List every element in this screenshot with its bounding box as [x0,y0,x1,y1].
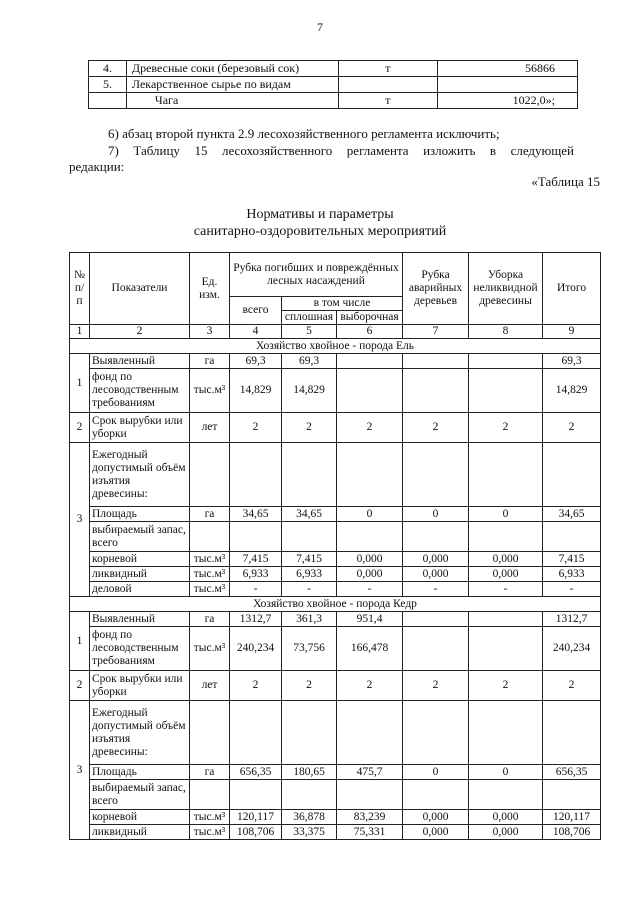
fund-row [70,369,601,413]
norms-table [69,252,601,840]
stock-type-row [70,582,601,597]
item-unit: т [338,61,438,77]
empty-cell [337,701,403,765]
value-cell: 0,000 [403,825,469,840]
empty-cell [230,780,282,810]
header-emergency: Рубка аварийных деревьев [403,253,469,325]
value-cell: 656,35 [230,765,282,780]
value-cell: 2 [543,413,601,443]
item-value: 1022,0»; [438,93,578,109]
value-cell: 33,375 [282,825,337,840]
empty-cell [403,443,469,507]
value-cell: 0 [403,765,469,780]
column-numbers [70,325,601,339]
empty-cell [282,522,337,552]
value-cell: 2 [337,671,403,701]
table-title: Нормативы и параметры [246,207,394,222]
value-cell: 0,000 [469,825,543,840]
value-cell [337,369,403,413]
empty-cell [469,701,543,765]
value-cell [403,354,469,369]
item-name: Чага [126,93,338,109]
value-cell: 2 [230,671,282,701]
value-cell: 6,933 [543,567,601,582]
value-cell: 0 [403,507,469,522]
fund-row [70,354,601,369]
term-row [70,413,601,443]
row-label: Площадь [90,765,190,780]
column-number: 6 [337,325,403,339]
value-cell: 120,117 [230,810,282,825]
value-cell: 0,000 [403,567,469,582]
empty-cell [543,780,601,810]
value-cell: 0 [337,507,403,522]
top-table [88,60,578,109]
area-row [70,765,601,780]
column-number: 1 [70,325,90,339]
row-label: выбираемый запас, всего [90,780,190,810]
value-cell: 951,4 [337,612,403,627]
intake-row [70,443,601,507]
value-cell [469,627,543,671]
value-cell: 2 [230,413,282,443]
value-cell: 7,415 [230,552,282,567]
value-cell [469,612,543,627]
value-cell: 108,706 [543,825,601,840]
header-cleanup: Уборка неликвидной древесины [469,253,543,325]
value-cell: 34,65 [543,507,601,522]
empty-cell [282,443,337,507]
empty-cell [469,780,543,810]
empty-cell [469,522,543,552]
unit-cell: га [190,354,230,369]
row-number: 1 [70,354,90,413]
header-total: Итого [543,253,601,325]
empty-cell [403,780,469,810]
value-cell: 0 [469,765,543,780]
value-cell: 6,933 [230,567,282,582]
row-label: Выявленный [90,354,190,369]
value-cell: 0,000 [469,552,543,567]
item-unit [338,77,438,93]
value-cell: 0,000 [337,567,403,582]
unit-cell: га [190,612,230,627]
header-num: № п/п [70,253,90,325]
unit-cell: тыс.м³ [190,552,230,567]
row-number: 1 [70,612,90,671]
value-cell [469,369,543,413]
unit-cell: га [190,507,230,522]
value-cell: 69,3 [282,354,337,369]
value-cell [337,354,403,369]
header-selective: выборочная [337,311,403,325]
empty-cell [403,522,469,552]
value-cell [403,627,469,671]
row-label: фонд по лесоводственным требованиям [90,627,190,671]
value-cell: 2 [282,413,337,443]
intake-row [70,701,601,765]
value-cell: 2 [469,413,543,443]
value-cell: 34,65 [230,507,282,522]
value-cell: 69,3 [543,354,601,369]
value-cell: 180,65 [282,765,337,780]
value-cell: 14,829 [282,369,337,413]
value-cell: - [469,582,543,597]
paragraph-7: 7) Таблицу 15 лесохозяйственного регламента изложить в следующей [108,143,574,158]
value-cell: 0,000 [469,810,543,825]
empty-cell [403,701,469,765]
section-title: Хозяйство хвойное - порода Кедр [70,597,601,612]
row-label: корневой [90,552,190,567]
top-table-row [89,77,578,93]
top-table-row [89,61,578,77]
empty-cell [230,522,282,552]
value-cell: 475,7 [337,765,403,780]
empty-cell [543,522,601,552]
empty-cell [230,701,282,765]
unit-cell: тыс.м³ [190,369,230,413]
value-cell: 240,234 [543,627,601,671]
column-number: 4 [230,325,282,339]
value-cell: 36,878 [282,810,337,825]
top-table-row [89,93,578,109]
value-cell: 6,933 [282,567,337,582]
value-cell: 2 [403,671,469,701]
value-cell: - [337,582,403,597]
value-cell: - [403,582,469,597]
row-label: ликвидный [90,567,190,582]
column-number: 2 [90,325,190,339]
value-cell: 83,239 [337,810,403,825]
page-number: 7 [317,20,323,34]
value-cell: 2 [543,671,601,701]
column-number: 5 [282,325,337,339]
empty-cell [230,443,282,507]
header-incl: в том числе [282,297,403,311]
row-label: Срок вырубки или уборки [90,413,190,443]
value-cell: 2 [282,671,337,701]
value-cell: 7,415 [543,552,601,567]
row-number: 2 [70,413,90,443]
value-cell: 1312,7 [230,612,282,627]
column-number: 3 [190,325,230,339]
empty-cell [337,443,403,507]
unit-cell: тыс.м³ [190,825,230,840]
value-cell: 361,3 [282,612,337,627]
stock-type-row [70,552,601,567]
fund-row [70,627,601,671]
value-cell: 0 [469,507,543,522]
item-value: 56866 [438,61,578,77]
unit-cell: га [190,765,230,780]
stock-type-row [70,810,601,825]
empty-cell [282,780,337,810]
paragraph-7-cont: редакции: [69,159,125,174]
area-row [70,507,601,522]
value-cell: 69,3 [230,354,282,369]
unit-cell: тыс.м³ [190,810,230,825]
item-value [438,77,578,93]
value-cell [469,354,543,369]
column-number: 8 [469,325,543,339]
stock-row [70,780,601,810]
row-label: Выявленный [90,612,190,627]
table-reference: «Таблица 15 [531,174,600,189]
header-felling: Рубка погибших и повреждённых лесных насаждений [230,253,403,297]
empty-cell [190,443,230,507]
value-cell: 0,000 [337,552,403,567]
unit-cell: тыс.м³ [190,627,230,671]
section-header-row [70,597,601,612]
value-cell: 0,000 [469,567,543,582]
empty-cell [190,701,230,765]
value-cell: 166,478 [337,627,403,671]
stock-row [70,522,601,552]
row-label: выбираемый запас, всего [90,522,190,552]
header-unit: Ед. изм. [190,253,230,325]
empty-cell [543,443,601,507]
section-title: Хозяйство хвойное - порода Ель [70,339,601,354]
row-number: 3 [70,443,90,597]
item-name: Лекарственное сырье по видам [126,77,338,93]
empty-cell [337,522,403,552]
value-cell: 14,829 [543,369,601,413]
value-cell: - [230,582,282,597]
empty-cell [190,522,230,552]
value-cell: 7,415 [282,552,337,567]
row-label: Ежегодный допустимый объём изъятия древесины: [90,701,190,765]
value-cell: 0,000 [403,552,469,567]
value-cell: 108,706 [230,825,282,840]
item-name: Древесные соки (березовый сок) [126,61,338,77]
value-cell: 0,000 [403,810,469,825]
unit-cell: тыс.м³ [190,582,230,597]
unit-cell: лет [190,671,230,701]
paragraph-6: 6) абзац второй пункта 2.9 лесохозяйственного регламента исключить; [108,126,500,141]
empty-cell [282,701,337,765]
value-cell: 34,65 [282,507,337,522]
value-cell: - [543,582,601,597]
value-cell: 14,829 [230,369,282,413]
value-cell [403,612,469,627]
stock-type-row [70,825,601,840]
value-cell: 2 [469,671,543,701]
value-cell: 2 [403,413,469,443]
table-subtitle: санитарно-оздоровительных мероприятий [193,224,447,239]
row-label: ликвидный [90,825,190,840]
empty-cell [337,780,403,810]
section-header-row [70,339,601,354]
column-number: 9 [543,325,601,339]
value-cell: 240,234 [230,627,282,671]
row-label: деловой [90,582,190,597]
header-all: всего [230,297,282,325]
value-cell: 2 [337,413,403,443]
value-cell: - [282,582,337,597]
stock-type-row [70,567,601,582]
row-label: Ежегодный допустимый объём изъятия древесины: [90,443,190,507]
item-unit: т [338,93,438,109]
header-indicators: Показатели [90,253,190,325]
row-number: 3 [70,701,90,840]
unit-cell: лет [190,413,230,443]
value-cell: 120,117 [543,810,601,825]
row-number: 4. [89,61,127,77]
row-label: Срок вырубки или уборки [90,671,190,701]
header-clear: сплошная [282,311,337,325]
row-label: фонд по лесоводственным требованиям [90,369,190,413]
value-cell: 75,331 [337,825,403,840]
fund-row [70,612,601,627]
value-cell [403,369,469,413]
term-row [70,671,601,701]
value-cell: 1312,7 [543,612,601,627]
row-label: Площадь [90,507,190,522]
row-label: корневой [90,810,190,825]
column-number: 7 [403,325,469,339]
row-number: 2 [70,671,90,701]
row-number [89,93,127,109]
empty-cell [469,443,543,507]
value-cell: 73,756 [282,627,337,671]
row-number: 5. [89,77,127,93]
unit-cell: тыс.м³ [190,567,230,582]
empty-cell [543,701,601,765]
empty-cell [190,780,230,810]
value-cell: 656,35 [543,765,601,780]
